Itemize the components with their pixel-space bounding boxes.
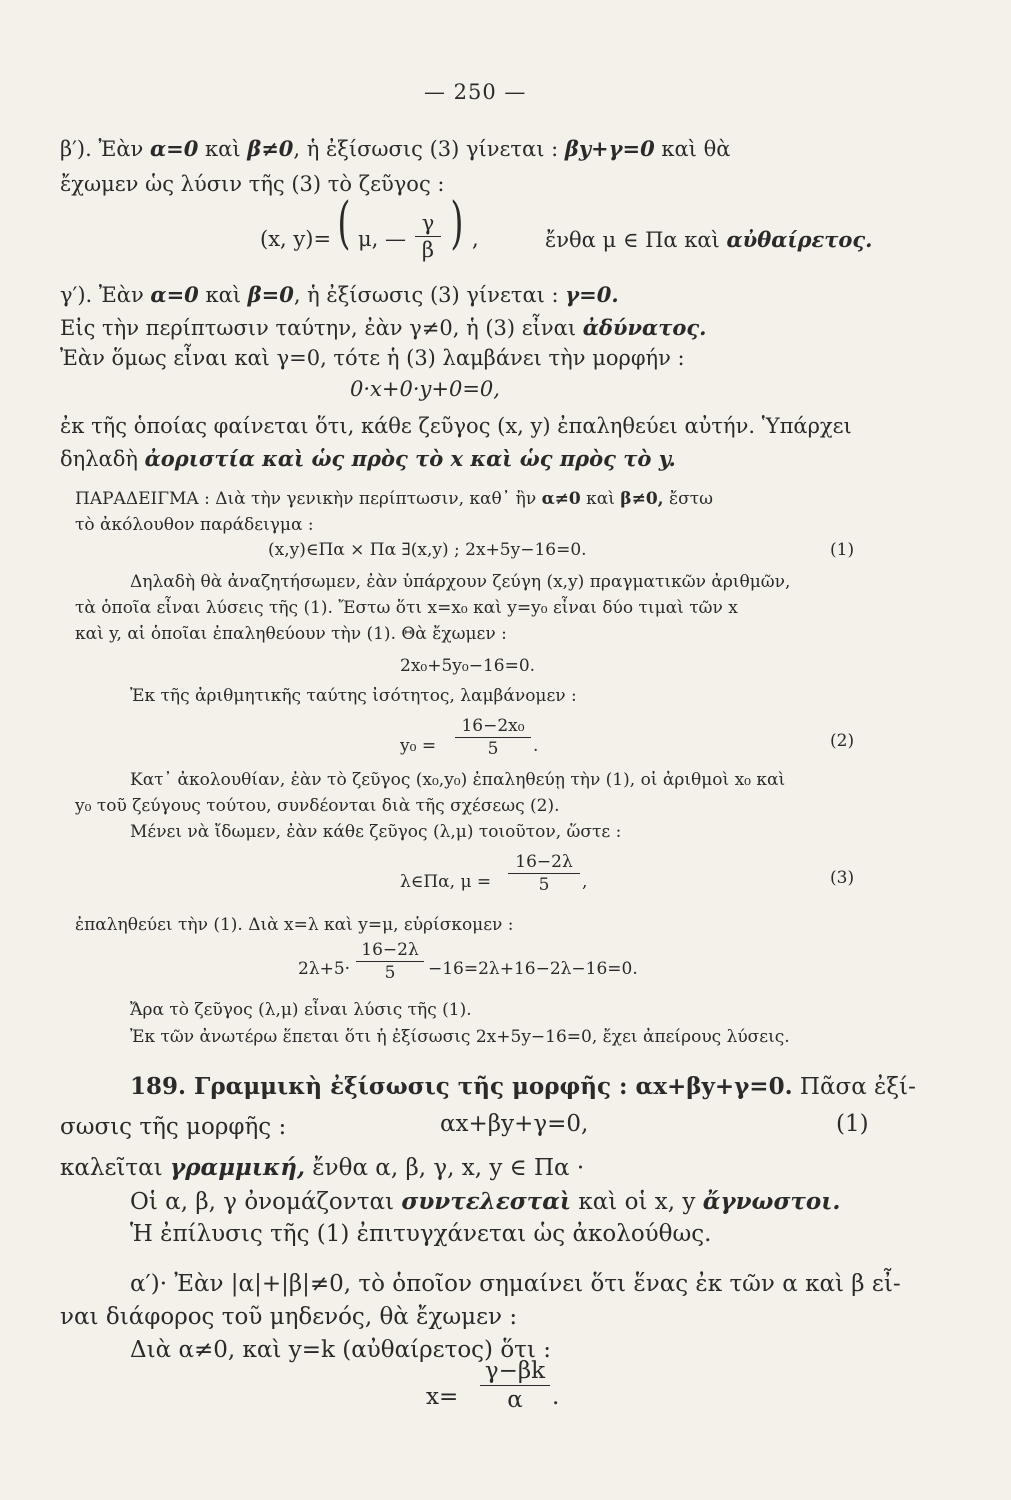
example-line-3: Δηλαδὴ θὰ ἀναζητήσωμεν, ἐὰν ὑπάρχουν ζεύγη (x,y) πραγματικῶν ἀριθμῶν, (130, 572, 791, 592)
example-line-2: τὸ ἀκόλουθον παράδειγμα : (75, 515, 314, 535)
fraction-y0: $\frac{\text{16−2x₀}}{5}$ (455, 716, 531, 759)
case-beta-line-1: β′). Ἐὰν α=0 καὶ β≠0, ἡ ἐξίσωσις (3) γίνεται : βy+γ=0 καὶ θὰ (60, 136, 731, 161)
fraction-x: $\frac{\gamma-\beta k}{\alpha}$ (480, 1358, 550, 1413)
general-linear-equation: αx+βy+γ=0, (440, 1111, 589, 1137)
example-equation-1: (x,y)∈Πα × Πα ∃(x,y) ; 2x+5y−16=0. (268, 540, 587, 560)
case-gamma-line-3: Ἐὰν ὅμως εἶναι καὶ γ=0, τότε ἡ (3) λαμβάνει τὴν μορφήν : (60, 346, 685, 370)
example-line-11: Ἄρα τὸ ζεῦγος (λ,μ) εἶναι λύσις τῆς (1). (130, 1000, 472, 1020)
section-189-line-6: ναι διάφορος τοῦ μηδενός, θὰ ἔχωμεν : (60, 1304, 518, 1330)
case-gamma-line-1: γ′). Ἐὰν α=0 καὶ β=0, ἡ ἐξίσωσις (3) γίνεται : γ=0. (60, 282, 619, 307)
section-189-line-2: καλεῖται γραμμική, ἔνθα α, β, γ, x, y ∈ Πα · (60, 1154, 585, 1181)
example-line-5: καὶ y, αἱ ὁποῖαι ἐπαληθεύουν τὴν (1). Θὰ ἔχωμεν : (75, 624, 507, 644)
example-line-12: Ἐκ τῶν ἀνωτέρω ἕπεται ὅτι ἡ ἐξίσωσις 2x+5y−16=0, ἔχει ἀπείρους λύσεις. (130, 1027, 790, 1047)
case-gamma-line-4: ἐκ τῆς ὁποίας φαίνεται ὅτι, κάθε ζεῦγος (x, y) ἐπαληθεύει αὐτήν. Ὑπάρχει (60, 414, 852, 438)
section-189-line-3: Οἱ α, β, γ ὀνομάζονται συντελεσταὶ καὶ οἱ x, y ἄγνωστοι. (130, 1188, 841, 1215)
section-189-line-7: Διὰ α≠0, καὶ y=k (αὐθαίρετος) ὅτι : (130, 1337, 551, 1363)
equation-number-1: (1) (830, 540, 855, 560)
example-line-1: ΠΑΡΑΔΕΙΓΜΑ : Διὰ τὴν γενικὴν περίπτωσιν, καθ᾽ ἣν α≠0 καὶ β≠0, ἔστω (75, 489, 713, 509)
section-189-line-5: α′)· Ἐὰν |α|+|β|≠0, τὸ ὁποῖον σημαίνει ὅτι ἕνας ἐκ τῶν α καὶ β εἶ- (130, 1271, 901, 1297)
example-line-4: τὰ ὁποῖα εἶναι λύσεις τῆς (1). Ἔστω ὅτι x=x₀ καὶ y=y₀ εἶναι δύο τιμαὶ τῶν x (75, 598, 738, 618)
example-equation-2: 2x₀+5y₀−16=0. (400, 656, 536, 676)
gamma-over-beta: $\frac{\gamma}{\beta}$ (415, 211, 441, 262)
equation-number-3: (3) (830, 868, 855, 888)
example-line-9: Μένει νὰ ἴδωμεν, ἐὰν κάθε ζεῦγος (λ,μ) τοιοῦτον, ὥστε : (130, 822, 622, 842)
equation-number-2: (2) (830, 731, 855, 751)
case-gamma-line-5: δηλαδὴ ἀοριστία καὶ ὡς πρὸς τὸ x καὶ ὡς πρὸς τὸ y. (60, 446, 676, 471)
example-line-10: ἐπαληθεύει τὴν (1). Διὰ x=λ καὶ y=μ, εὑρίσκομεν : (75, 915, 514, 935)
example-line-7: Κατ᾽ ἀκολουθίαν, ἐὰν τὸ ζεῦγος (x₀,y₀) ἐπαληθεύῃ τὴν (1), οἱ ἀριθμοὶ x₀ καὶ (130, 770, 786, 790)
section-189-line-4: Ἡ ἐπίλυσις τῆς (1) ἐπιτυγχάνεται ὡς ἀκολούθως. (130, 1221, 712, 1247)
case-beta-line-2: ἔχωμεν ὡς λύσιν τῆς (3) τὸ ζεῦγος : (60, 172, 445, 196)
fraction-mu: $\frac{16-2\lambda}{5}$ (508, 852, 580, 895)
page-number: — 250 — (424, 80, 527, 104)
zero-equation: 0·x+0·y+0=0, (350, 377, 500, 401)
left-paren: ( (337, 191, 351, 256)
fraction-substitution: $\frac{16-2\lambda}{5}$ (356, 940, 424, 983)
equation-number-189-1: (1) (836, 1111, 869, 1137)
example-line-6: Ἐκ τῆς ἀριθμητικῆς ταύτης ἰσότητος, λαμβάνομεν : (130, 686, 577, 706)
section-189-heading: 189. Γραμμικὴ ἐξίσωσις τῆς μορφῆς : αx+βy+γ=0. Πᾶσα ἐξί- (130, 1073, 916, 1100)
section-189-line-1: σωσις τῆς μορφῆς : (60, 1114, 287, 1140)
document-page: — 250 — β′). Ἐὰν α=0 καὶ β≠0, ἡ ἐξίσωσις (3) γίνεται : βy+γ=0 καὶ θὰ ἔχωμεν ὡς λύσιν τῆς (3) τὸ ζεῦγος : (x, y)= ( μ, — $\frac{\gamma}{\beta}$ ) , ἔνθα μ ∈ Πα καὶ αὐθαίρετος. γ′). Ἐὰν α=0 καὶ β=0, ἡ ἐξίσωσις (3) γίνεται : γ=0. Εἰς τὴν περίπτωσιν ταύτην, ἐὰν γ≠0, ἡ (3) εἶναι ἀδύνατος. Ἐὰν ὅμως εἶναι καὶ γ=0, τότε ἡ (3) λαμβάνει τὴν μορφήν : 0·x+0·y+0=0, ἐκ τῆς ὁποίας φαίνεται ὅτι, κάθε ζεῦγος (x, y) ἐπαληθεύει αὐτήν. Ὑπάρχει δηλαδὴ ἀοριστία καὶ ὡς πρὸς τὸ x καὶ ὡς πρὸς τὸ y. ΠΑΡΑΔΕΙΓΜΑ : Διὰ τὴν γενικὴν περίπτωσιν, καθ᾽ ἣν α≠0 καὶ β≠0, ἔστω τὸ ἀκόλουθον παράδειγμα : (x,y)∈Πα × Πα ∃(x,y) ; 2x+5y−16=0. (1) Δηλαδὴ θὰ ἀναζητήσωμεν, ἐὰν ὑπάρχουν ζεύγη (x,y) πραγματικῶν ἀριθμῶν, τὰ ὁποῖα εἶναι λύσεις τῆς (1). Ἔστω ὅτι x=x₀ καὶ y=y₀ εἶναι δύο τιμαὶ τῶν x καὶ y, αἱ ὁποῖαι ἐπαληθεύουν τὴν (1). Θὰ ἔχωμεν : 2x₀+5y₀−16=0. Ἐκ τῆς ἀριθμητικῆς ταύτης ἰσότητος, λαμβάνομεν : y₀ = $\frac{\text{16−2x₀}}{5}$ . (2) Κατ᾽ ἀκολουθίαν, ἐὰν τὸ ζεῦγος (x₀,y₀) ἐπαληθεύῃ τὴν (1), οἱ ἀριθμοὶ x₀ καὶ y₀ τοῦ ζεύγους τούτου, συνδέονται διὰ τῆς σχέσεως (2). Μένει νὰ ἴδωμεν, ἐὰν κάθε ζεῦγος (λ,μ) τοιοῦτον, ὥστε : λ∈Πα, μ = $\frac{16-2\lambda}{5}$ , (3) ἐπαληθεύει τὴν (1). Διὰ x=λ καὶ y=μ, εὑρίσκομεν : 2λ+5· $\frac{16-2\lambda}{5}$ −16=2λ+16−2λ−16=0. Ἄρα τὸ ζεῦγος (λ,μ) εἶναι λύσις τῆς (1). Ἐκ τῶν ἀνωτέρω ἕπεται ὅτι ἡ ἐξίσωσις 2x+5y−16=0, ἔχει ἀπείρους λύσεις. 189. Γραμμικὴ ἐξίσωσις τῆς μορφῆς : αx+βy+γ=0. Πᾶσα ἐξί- σωσις τῆς μορφῆς : αx+βy+γ=0, (1) καλεῖται γραμμική, ἔνθα α, β, γ, x, y ∈ Πα · Οἱ α, β, γ ὀνομάζονται συντελεσταὶ καὶ οἱ x, y ἄγνωστοι. Ἡ ἐπίλυσις τῆς (1) ἐπιτυγχάνεται ὡς ἀκολούθως. α′)· Ἐὰν |α|+|β|≠0, τὸ ὁποῖον σημαίνει ὅτι ἕνας ἐκ τῶν α καὶ β εἶ- ναι διάφορος τοῦ μηδενός, θὰ ἔχωμεν : Διὰ α≠0, καὶ y=k (αὐθαίρετος) ὅτι : x= $\frac{\gamma-\beta k}{\alpha}$ . (60, 80, 916, 1413)
case-gamma-line-2: Εἰς τὴν περίπτωσιν ταύτην, ἐὰν γ≠0, ἡ (3) εἶναι ἀδύνατος. (60, 315, 707, 340)
example-line-8: y₀ τοῦ ζεύγους τούτου, συνδέονται διὰ τῆς σχέσεως (2). (75, 796, 560, 816)
right-paren: ) (450, 191, 464, 256)
